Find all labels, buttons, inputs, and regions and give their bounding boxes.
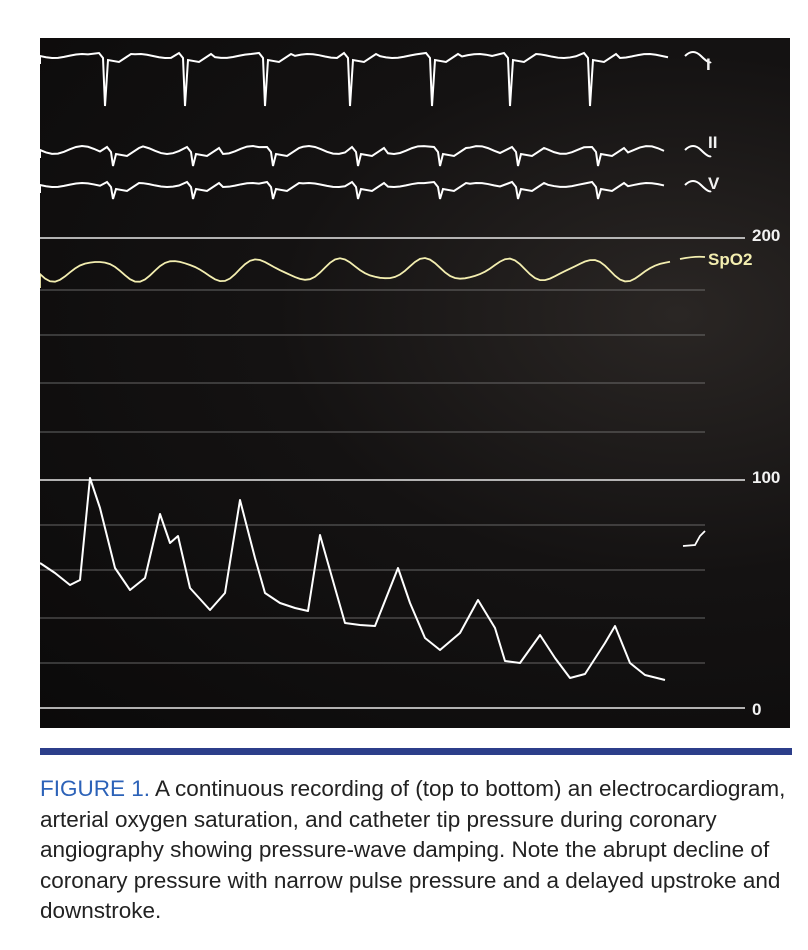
catheter-pressure-waveform bbox=[40, 478, 665, 680]
scale-100-label: 100 bbox=[752, 468, 781, 487]
ecg-lead-i bbox=[40, 53, 668, 106]
caption-text: A continuous recording of (top to bottom) an electrocardiogram, arterial oxygen saturation, and catheter tip pressure during coronary angiography showing pressure-wave damping. Note the abrupt decline of coronary pressure with narrow pulse pressure and a delayed upstroke and downstroke. bbox=[40, 776, 786, 923]
lead-ii-label: II bbox=[708, 133, 718, 152]
patient-monitor-photo bbox=[40, 38, 790, 728]
pressure-tail bbox=[683, 531, 705, 546]
spo2-tail bbox=[680, 257, 705, 259]
spo2-waveform bbox=[40, 258, 670, 288]
lead-v-label: V bbox=[708, 174, 720, 193]
spo2-label: SpO2 bbox=[708, 250, 753, 269]
ecg-lead-ii bbox=[40, 146, 664, 166]
waveform-display bbox=[40, 38, 790, 728]
figure-label: FIGURE 1. bbox=[40, 776, 151, 801]
caption-rule bbox=[40, 748, 792, 755]
figure-caption bbox=[40, 774, 800, 927]
lead-i-label: I bbox=[706, 55, 711, 74]
scale-200-label: 200 bbox=[752, 226, 781, 245]
ecg-lead-v bbox=[40, 182, 664, 199]
scale-0-label: 0 bbox=[752, 700, 762, 719]
